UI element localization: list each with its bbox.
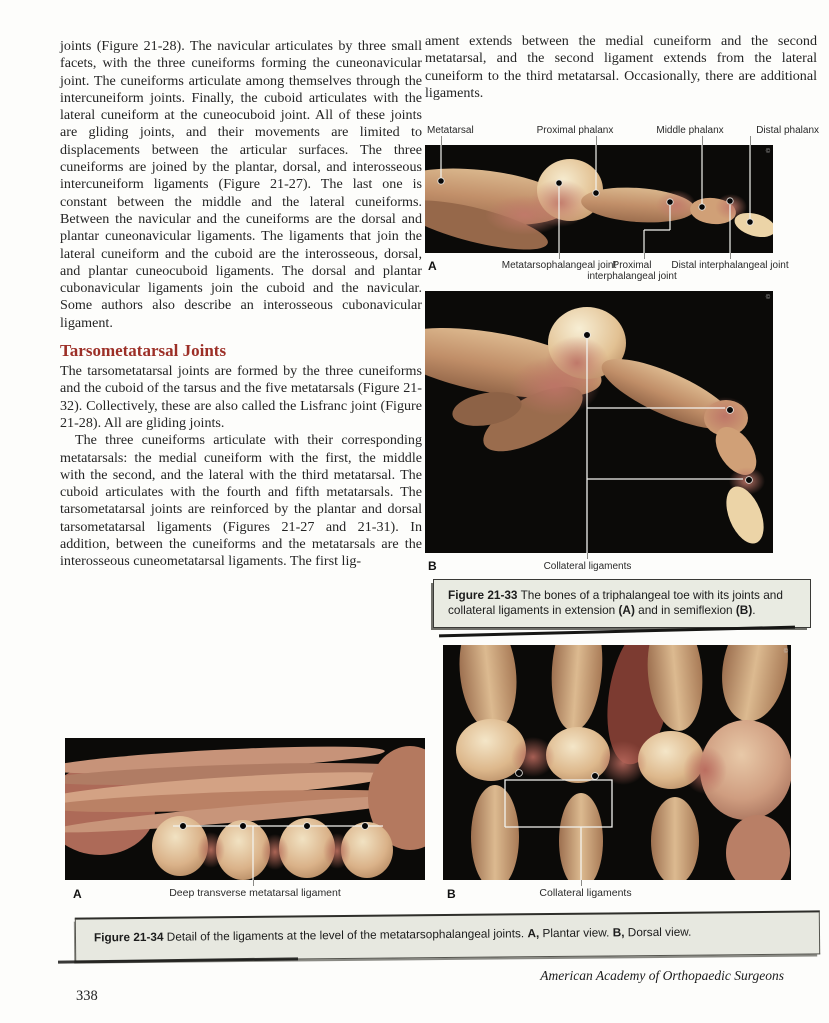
caption-text: Detail of the ligaments at the level of the metatarsophalangeal joints. [163, 926, 528, 944]
label-distal-phalanx: Distal phalanx [756, 125, 819, 136]
leader-line [581, 880, 582, 886]
toe-semiflexion-illustration [425, 291, 773, 553]
label-metatarsophalangeal-joint: Metatarsophalangeal joint [501, 260, 617, 271]
body-paragraph: joints (Figure 21-28). The navicular articulates by three small facets, with the three cuneiforms forming the cuneonavicular joint. The cuneiforms articulate among themselves through the intercuneiform joints. Finally, the cuboid articulates with the lateral cuneiform at the cuneocuboid joint. All of these joints are gliding joints, and their movements are limited to displacements between the articular surfaces. The three cuneiforms are joined by the plantar, dorsal, and interosseous intercuneiform ligaments (Figure 21-27). The last one is constant between the middle and the lateral cuneiforms. Between the navicular and the cuneiforms are the dorsal and plantar cuneonavicular ligaments. The ligaments that join the lateral cuneiform and the cuboid are the interosseous, dorsal, and plantar cuneocuboid ligaments. The dorsal and plantar cubonavicular ligaments join the cuboid and the navicular. Some authors also describe an interosseous cubonavicular ligament. [60, 38, 422, 331]
phalanx-bones [530, 159, 773, 241]
leader-line [253, 880, 254, 886]
caption-figure-number: Figure 21-34 [93, 929, 164, 945]
caption-text: . [752, 603, 756, 617]
label-collateral-ligaments: Collateral ligaments [539, 887, 632, 899]
caption-text: and in semiflexion [634, 603, 736, 617]
body-paragraph: The tarsometatarsal joints are formed by the three cuneiforms and the cuboid of the tarsus and the five metatarsals (Figure 21-32). Collectively, these are also called the Lisfranc joint (Figure 21-28). All are gliding joints. [60, 363, 422, 431]
copyright-watermark: © [765, 295, 771, 302]
leader-line [441, 136, 442, 145]
body-paragraph: The three cuneiforms articulate with their corresponding metatarsals: the medial cuneiform with the first, the middle with the second, and the lateral with the third metatarsal. The cuboid articulates with the fourth and fifth metatarsals. The tarsometatarsal joints are reinforced by the plantar and dorsal tarsometatarsal ligaments (Figures 21-27 and 21-31). In addition, between the cuneiforms and the metatarsals are the interosseous cuneometatarsal ligaments. The first lig- [60, 432, 422, 570]
phalanx-bones [545, 307, 771, 549]
label-metatarsal: Metatarsal [427, 125, 474, 136]
caption-bold-a: A, [527, 926, 540, 941]
figure-21-33-panel-b-photo [425, 291, 773, 553]
leader-line [644, 253, 645, 259]
caption-text: Dorsal view. [624, 924, 692, 940]
running-footer: American Academy of Orthopaedic Surgeons [540, 968, 784, 983]
label-collateral-ligaments: Collateral ligaments [543, 561, 632, 572]
panel-b-letter: B [447, 887, 456, 901]
figure-21-33-panel-a-photo [425, 145, 773, 253]
caption-bold-b: (B) [735, 603, 753, 617]
caption-bold-a: (A) [618, 603, 635, 617]
figure-21-34-panel-b-photo [443, 645, 791, 880]
panel-b-letter: B [428, 559, 437, 573]
figure-21-33 [425, 123, 819, 633]
label-proximal-interphalangeal-joint: Proximal interphalangeal joint [587, 260, 677, 282]
leader-line [559, 253, 560, 259]
left-text-column [60, 38, 422, 571]
leader-line [750, 136, 751, 145]
leader-line [596, 136, 597, 145]
caption-bold-b: B, [612, 925, 625, 940]
copyright-watermark: © [783, 649, 789, 656]
figure-21-34-panel-a [65, 738, 427, 908]
page-number: 338 [76, 988, 98, 1004]
label-distal-interphalangeal-joint: Distal interphalangeal joint [671, 260, 789, 271]
panel-a-letter: A [428, 259, 437, 273]
caption-text: Plantar view. [539, 925, 613, 941]
leader-line [730, 253, 731, 259]
right-text-column [425, 33, 817, 102]
figure-21-34-caption [75, 910, 820, 961]
section-heading-tarsometatarsal-joints: Tarsometatarsal Joints [60, 341, 227, 361]
leader-line [587, 553, 588, 559]
label-deep-transverse-metatarsal-ligament: Deep transverse metatarsal ligament [169, 887, 341, 899]
panel-a-letter: A [73, 887, 82, 901]
body-paragraph: ament extends between the medial cuneiform and the second metatarsal, and the second ligament extends from the lateral cuneiform to the third metatarsal. Occasionally, there are additional ligaments. [425, 33, 817, 101]
label-middle-phalanx: Middle phalanx [656, 125, 724, 136]
caption-figure-number: Figure 21-33 [448, 588, 518, 602]
figure-21-33-caption [433, 579, 811, 628]
plantar-view-illustration [65, 738, 425, 880]
caption-text: The bones of a triphalangeal toe with its joints and collateral ligaments in extension [448, 588, 783, 617]
figure-21-34-panel-a-photo [65, 738, 425, 880]
copyright-watermark: © [765, 149, 771, 156]
figure-21-34-panel-b [443, 645, 793, 915]
toe-extension-illustration [425, 145, 773, 253]
label-proximal-phalanx: Proximal phalanx [536, 125, 614, 136]
leader-line [702, 136, 703, 145]
dorsal-view-illustration [443, 645, 791, 880]
